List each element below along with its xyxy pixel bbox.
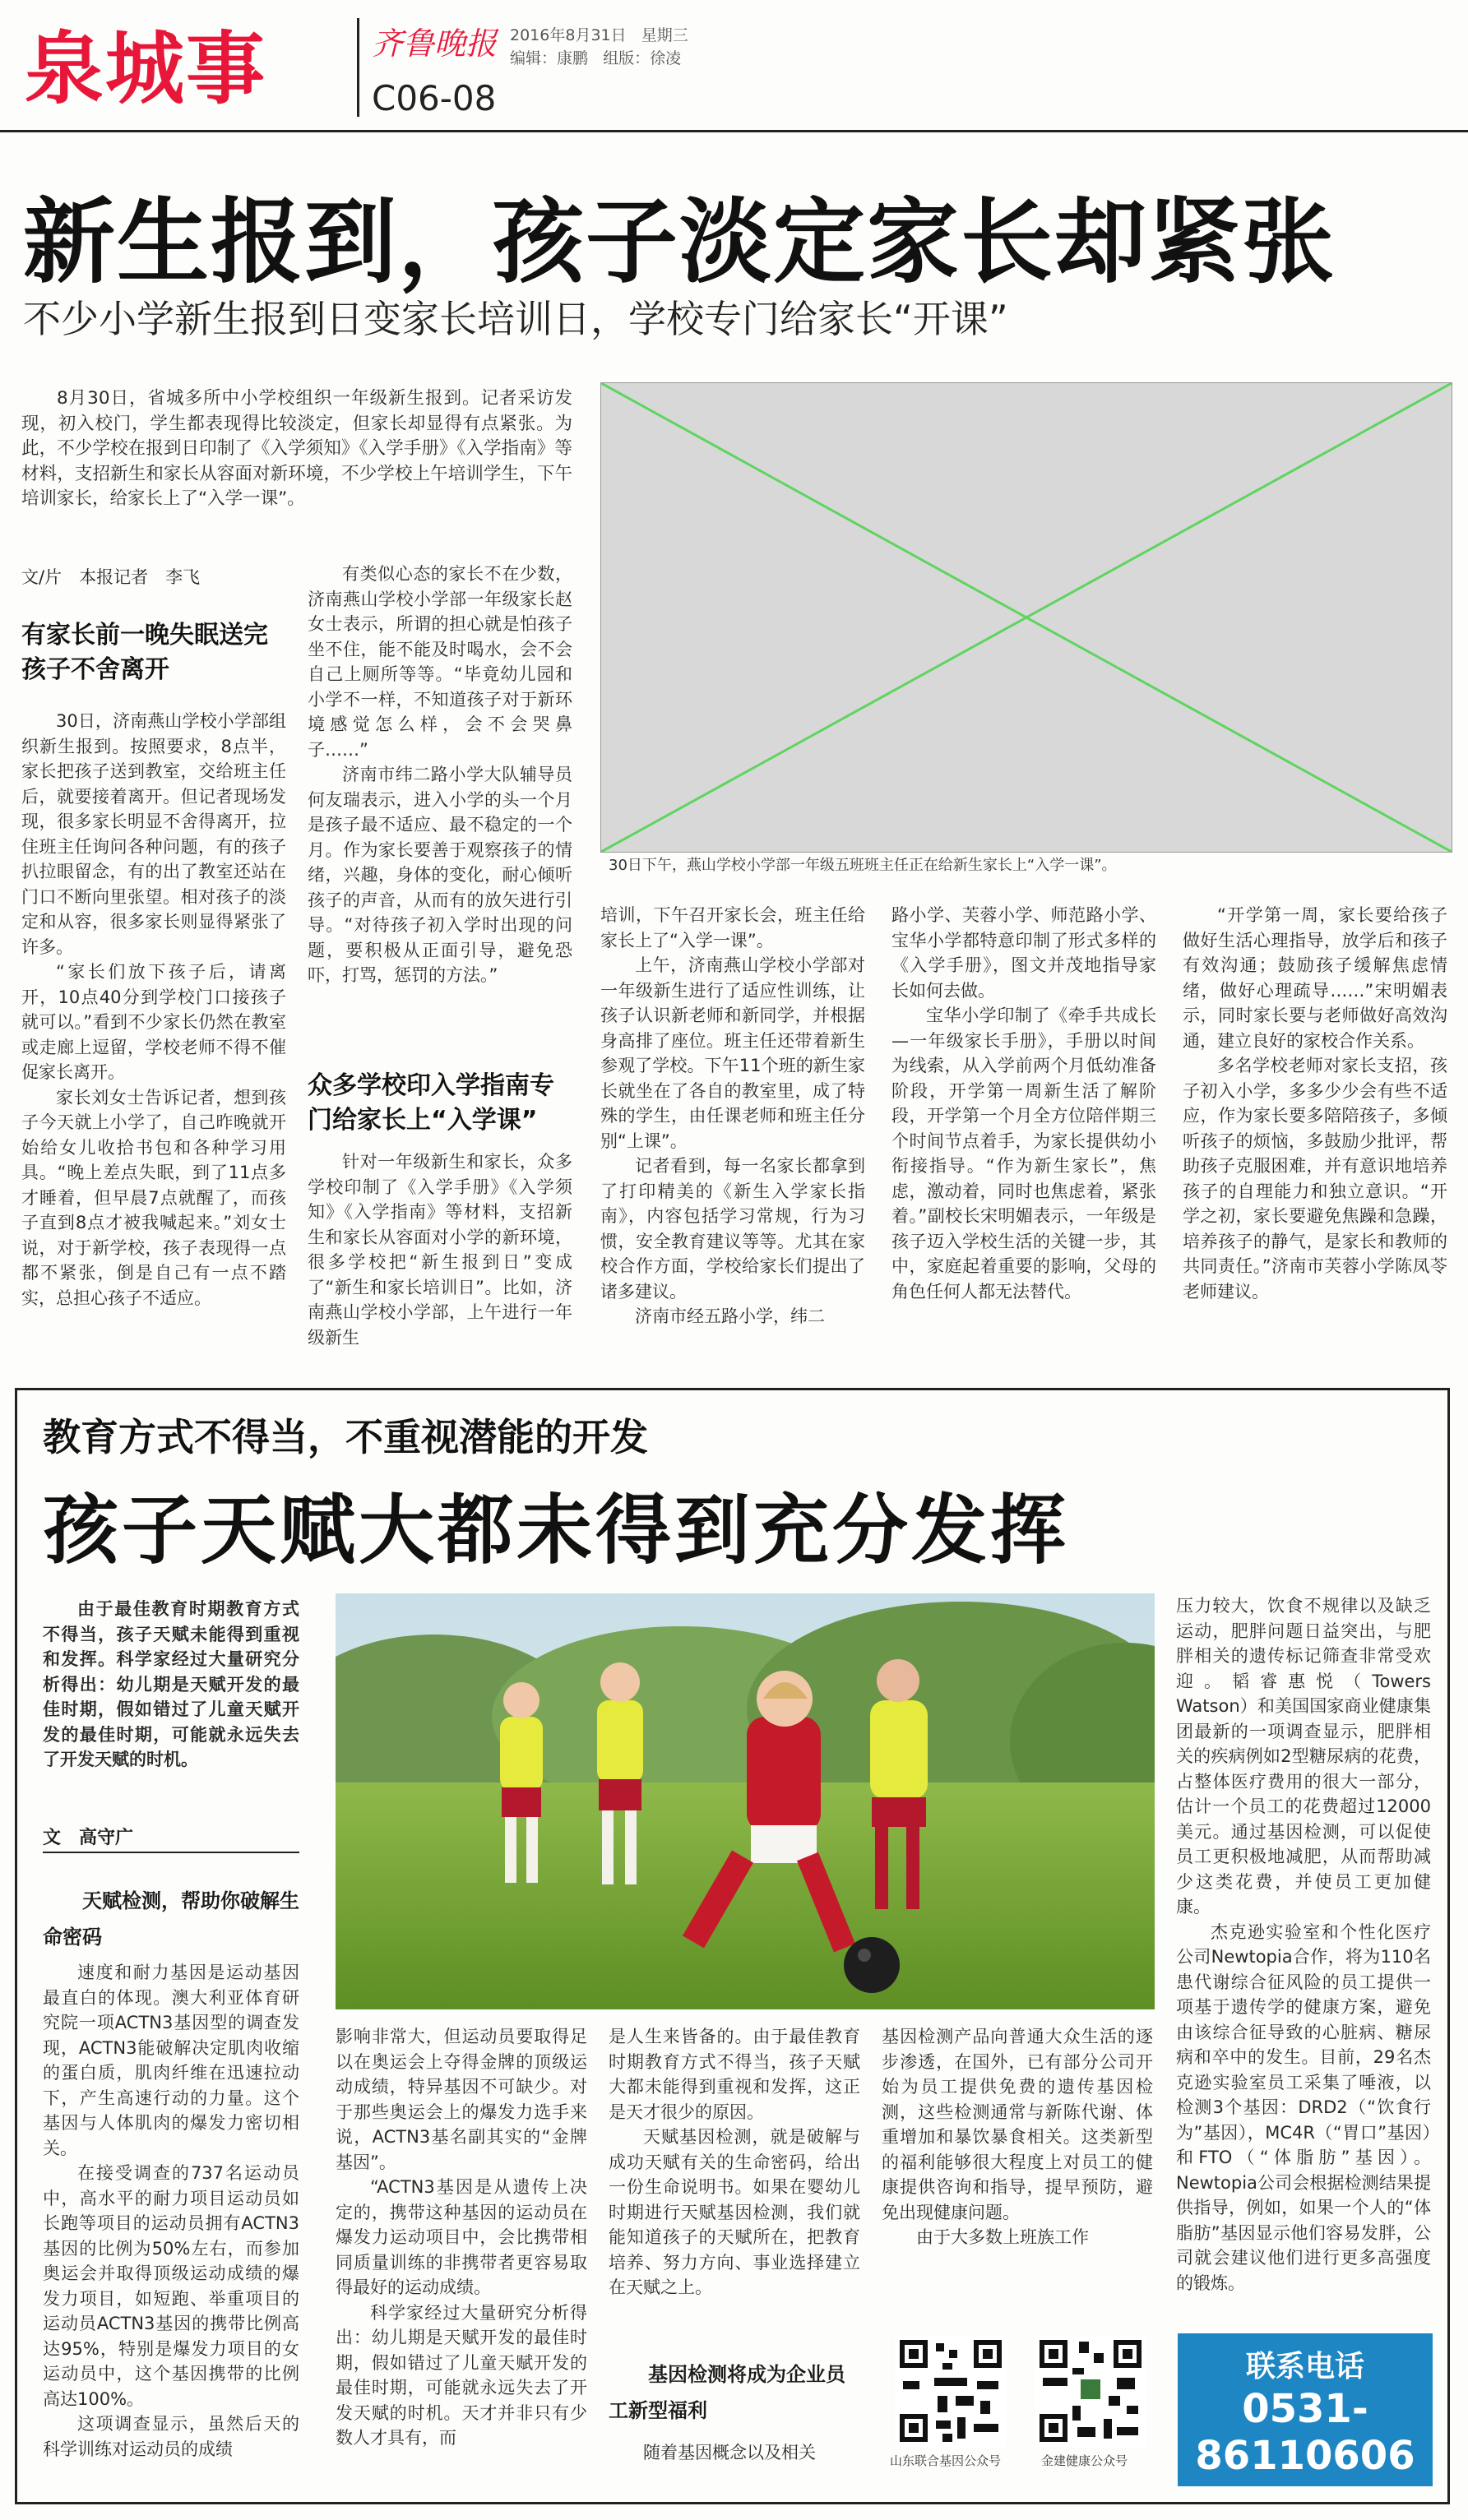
col4-paragraph: 宝华小学印制了《牵手共成长—一年级家长手册》，手册以时间为线索，从入学前两个月低幼准备阶段，开学第一周新生活了解阶段，开学第一个月全方位陪伴期三个时间节点着手，为家长提供幼小衔接指导。“作为新生家长”，焦虑，激动着，同时也焦虑着，紧张着。”副校长宋明媚表示，一年级是孩子迈入学校生活的关键一步，其中，家庭起着重要的影响，父母的角色任何人都无法替代。 xyxy=(891,1006,1156,1302)
story2-sub2 xyxy=(609,2356,860,2429)
weekday: 星期三 xyxy=(641,26,688,44)
bottom-col2b-paragraph: 随着基因概念以及相关 xyxy=(643,2443,816,2462)
story2-bottom-col2 xyxy=(609,2024,860,2300)
right-col-paragraph: 压力较大，饮食不规律以及缺乏运动，肥胖问题日益突出，与肥胖相关的遗传标记筛查非常受欢迎。韬睿惠悦（Towers Watson）和美国国家商业健康集团最新的一项调查显示，肥胖相关的疾病例如2型糖尿病的花费，占整体医疗费用的很大一部分，估计一个员工的花费超过12000美元。通过基因检测，可以促使员工更积极地减肥，从而帮助减少这类花费，并使员工更加健康。 xyxy=(1176,1596,1431,1917)
masthead xyxy=(0,0,1468,136)
col2b-paragraph: 针对一年级新生和家长，众多学校印制了《入学手册》《入学须知》《入学指南》等材料，支招新生和家长从容面对小学的新环境，很多学校把“新生报到日”变成了“新生和家长培训日”。比如，济南燕山学校小学部，上午进行一年级新生 xyxy=(308,1152,572,1348)
lead-paragraph: 8月30日，省城多所中小学校组织一年级新生报到。记者采访发现，初入校门，学生都表现得比较淡定，但家长却显得有点紧张。为此，不少学校在报到日印制了《入学须知》《入学手册》《入学指南》等材料，支招新生和家长从容面对新环境，不少学校上午培训学生，下午培训家长，给家长上了“入学一课”。 xyxy=(21,388,572,509)
contact-phone-1: 0531- xyxy=(1242,2386,1368,2432)
byline-rule xyxy=(43,1852,299,1853)
bottom-col3-paragraph: 基因检测产品向普通大众生活的逐步渗透，在国外，已有部分公司开始为员工提供免费的遗传基因检测，这些检测通常与新陈代谢、体重增加和暴饮暴食相关。这类新型的福利能够很大程度上对员工的健康提供咨询和指导，提早预防，避免出现健康问题。 xyxy=(882,2027,1153,2222)
image-placeholder-icon xyxy=(601,383,1452,852)
left-col-paragraph: 这项调查显示，虽然后天的科学训练对运动员的成绩 xyxy=(43,2414,299,2459)
bottom-col1-paragraph: “ACTN3基因是从遗传上决定的，携带这种基因的运动员在爆发力运动项目中，会比携带相同质量训练的非携带者更容易取得最好的运动成绩。 xyxy=(336,2177,587,2297)
qr-caption-1: 山东联合基因公众号 xyxy=(890,2453,1002,2468)
col3-paragraph: 济南市经五路小学，纬二 xyxy=(635,1306,825,1326)
left-col-paragraph: 速度和耐力基因是运动基因最直白的体现。澳大利亚体育研究院一项ACTN3基因型的调查发现，ACTN3能破解决定肌肉收缩的蛋白质，肌肉纤维在迅速拉动下，产生高速行动的力量。这个基因与人体肌肉的爆发力密切相关。 xyxy=(43,1963,299,2158)
side-head-2-text: 众多学校印入学指南专门给家长上“入学课” xyxy=(308,1071,554,1135)
right-col-paragraph: 杰克逊实验室和个性化医疗公司Newtopia合作，将为110名患代谢综合征风险的员工提供一项基于遗传学的健康方案，避免由该综合征导致的心脏病、糖尿病和卒中的发生。目前，29名杰克逊实验室员工采集了唾液，以检测3个基因：DRD2（“饮食行为”基因），MC4R（“胃口”基因）和FTO（“体脂肪”基因）。Newtopia公司会根据检测结果提供指导，例如，如果一个人的“体脂肪”基因显示他们容易发胖，公司就会建议他们进行更多高强度的锻炼。 xyxy=(1176,1921,1431,2293)
story1-col1 xyxy=(21,709,286,1311)
col5-paragraph: “开学第一周，家长要给孩子做好生活心理指导，放学后和孩子有效沟通；鼓励孩子缓解焦虑情绪，做好心理疏导……”宋明媚表示，同时家长要与老师做好高效沟通，建立良好的家校合作关系。 xyxy=(1183,905,1447,1051)
qr-code-icon xyxy=(1035,2335,1146,2447)
designer: 组版：徐凌 xyxy=(603,49,682,67)
story2-bottom-col1 xyxy=(336,2024,587,2451)
story1-col2b xyxy=(308,1149,572,1350)
col1-paragraph: 30日，济南燕山学校小学部组织新生报到。按照要求，8点半，家长把孩子送到教室，交给班主任后，就要接着离开。但记者现场发现，很多家长明显不舍得离开，拉住班主任询问各种问题，有的孩子扒拉眼留念，有的出了教室还站在门口不断向里张望。相对孩子的淡定和从容，很多家长则显得紧张了许多。 xyxy=(21,711,286,957)
paper-logo: 齐鲁晚报 xyxy=(372,25,498,62)
story1-col3 xyxy=(600,903,865,1329)
col2-paragraph: 有类似心态的家长不在少数，济南燕山学校小学部一年级家长赵女士表示，所谓的担心就是怕孩子坐不住，能不能及时喝水，会不会自己上厕所等等。“毕竟幼儿园和小学不一样，不知道孩子对于新环境感觉怎么样，会不会哭鼻子……” xyxy=(308,564,572,760)
story2-left-col xyxy=(43,1960,299,2462)
story2-bottom-col3 xyxy=(882,2024,1153,2250)
story1-col2a xyxy=(308,562,572,988)
col1-paragraph: 家长刘女士告诉记者，想到孩子今天就上小学了，自己昨晚就开始给女儿收拾书包和各种学习用具。“晚上差点失眠，到了11点多才睡着，但早晨7点就醒了，而孩子直到8点才被我喊起来。”刘女士说，对于新学校，孩子表现得一点都不紧张，倒是自己有一点不踏实，总担心孩子不适应。 xyxy=(21,1087,286,1308)
column-name: 泉城事 xyxy=(25,23,266,115)
qr-caption-2: 金建健康公众号 xyxy=(1041,2453,1128,2468)
masthead-rule xyxy=(0,130,1468,132)
qr-code-icon xyxy=(895,2335,1007,2447)
byline: 文/片 本报记者 李飞 xyxy=(21,567,201,587)
story2-headline: 孩子天赋大都未得到充分发挥 xyxy=(43,1487,1070,1574)
story2-lead-paragraph: 由于最佳教育时期教育方式不得当，孩子天赋未能得到重视和发挥。科学家经过大量研究分析得出：幼儿期是天赋开发的最佳时期，假如错过了儿童天赋开发的最佳时期，可能就永远失去了开发天赋的时机。 xyxy=(43,1599,299,1769)
masthead-divider xyxy=(357,18,359,117)
date: 2016年8月31日 xyxy=(510,26,627,44)
col1-paragraph: “家长们放下孩子后，请离开，10点40分到学校门口接孩子就可以。”看到不少家长仍然在教室或走廊上逗留，学校老师不得不催促家长离开。 xyxy=(21,962,286,1082)
bottom-col1-paragraph: 科学家经过大量研究分析得出：幼儿期是天赋开发的最佳时期，假如错过了儿童天赋开发的最佳时期，可能就永远失去了开发天赋的时机。天才并非只有少数人才具有，而 xyxy=(336,2302,587,2448)
col2-paragraph: 济南市纬二路小学大队辅导员何友瑞表示，进入小学的头一个月是孩子最不适应、最不稳定的一个月。作为家长要善于观察孩子的情绪，兴趣，身体的变化，耐心倾听孩子的声音，从而有的放矢进行引导。“对待孩子初入学时出现的问题，要积极从正面引导，避免恐吓，打骂，惩罚的方法。” xyxy=(308,765,572,985)
story2-lead xyxy=(43,1597,299,1773)
bottom-col3-paragraph: 由于大多数上班族工作 xyxy=(916,2227,1089,2247)
col3-paragraph: 记者看到，每一名家长都拿到了打印精美的《新生入学家长指南》，内容包括学习常规，行为习惯，安全教育建议等等。尤其在家校合作方面，学校给家长们提出了诸多建议。 xyxy=(600,1156,865,1302)
story1-col4 xyxy=(891,903,1156,1304)
contact-box xyxy=(1178,2333,1433,2486)
side-head-1 xyxy=(21,618,285,687)
masthead-editors xyxy=(510,46,681,68)
story1-photo xyxy=(600,382,1452,853)
story1-subhead: 不少小学新生报到日变家长培训日，学校专门给家长“开课” xyxy=(23,297,1008,341)
story2-right-col xyxy=(1176,1593,1431,2296)
story1-col5 xyxy=(1183,903,1447,1304)
soccer-photo xyxy=(336,1593,1155,2009)
story2-byline: 文 高守广 xyxy=(43,1828,134,1848)
page-code: C06-08 xyxy=(372,78,497,118)
soccer-photo-image xyxy=(336,1593,1155,2009)
story1-lead xyxy=(21,386,572,512)
photo-caption: 30日下午，燕山学校小学部一年级五班班主任正在给新生家长上“入学一课”。 xyxy=(609,857,1117,874)
story2-sub1 xyxy=(43,1883,299,1955)
col3-paragraph: 培训，下午召开家长会，班主任给家长上了“入学一课”。 xyxy=(600,905,865,950)
bottom-col1-paragraph: 影响非常大，但运动员要取得足以在奥运会上夺得金牌的顶级运动成绩，特异基因不可缺少。对于那些奥运会上的爆发力选手来说，ACTN3基名副其实的“金牌基因”。 xyxy=(336,2027,587,2172)
sub1-text: 天赋检测，帮助你破解生命密码 xyxy=(43,1889,299,1949)
story1-headline: 新生报到，孩子淡定家长却紧张 xyxy=(23,189,1336,296)
sub2-text: 基因检测将成为企业员工新型福利 xyxy=(609,2363,845,2422)
qr-code-graphic xyxy=(895,2335,1007,2447)
contact-phone-2: 86110606 xyxy=(1195,2433,1415,2479)
editor: 编辑：康鹏 xyxy=(510,49,589,67)
left-col-paragraph: 在接受调查的737名运动员中，高水平的耐力项目运动员如长跑等项目的运动员拥有ACTN3基因的比例为50%左右，而参加奥运会并取得顶级运动成绩的爆发力项目，如短跑、举重项目的运动员ACTN3基因的携带比例高达95%，特别是爆发力项目的女运动员中，这个基因携带的比例高达100%。 xyxy=(43,2163,299,2409)
bottom-col2-paragraph: 是人生来皆备的。由于最佳教育时期教育方式不得当，孩子天赋大都未能得到重视和发挥，这正是天才很少的原因。 xyxy=(609,2027,860,2122)
masthead-date xyxy=(510,23,688,45)
side-head-1-text: 有家长前一晚失眠送完孩子不舍离开 xyxy=(21,621,268,684)
story2-kicker: 教育方式不得当，不重视潜能的开发 xyxy=(43,1415,648,1459)
contact-label: 联系电话 xyxy=(1245,2350,1364,2384)
side-head-2 xyxy=(308,1069,572,1138)
col3-paragraph: 上午，济南燕山学校小学部对一年级新生进行了适应性训练，让孩子认识新老师和新同学，并根据身高排了座位。班主任还带着新生参观了学校。下午11个班的新生家长就坐在了各自的教室里，成了特殊的学生，由任课老师和班主任分别“上课”。 xyxy=(600,955,865,1151)
bottom-col2-paragraph: 天赋基因检测，就是破解与成功天赋有关的生命密码，给出一份生命说明书。如果在婴幼儿时期进行天赋基因检测，我们就能知道孩子的天赋所在，把教育培养、努力方向、事业选择建立在天赋之上。 xyxy=(609,2127,860,2297)
col4-paragraph: 路小学、芙蓉小学、师范路小学、宝华小学都特意印制了形式多样的《入学手册》，图文并茂地指导家长如何去做。 xyxy=(891,905,1156,1001)
col5-paragraph: 多名学校老师对家长支招，孩子初入小学，多多少少会有些不适应，作为家长要多陪陪孩子，多倾听孩子的烦恼，多鼓励少批评，帮助孩子克服困难，并有意识地培养孩子的自理能力和独立意识。“开学之初，家长要避免焦躁和急躁，培养孩子的静气，是家长和教师的共同责任。”济南市芙蓉小学陈凤苓老师建议。 xyxy=(1183,1056,1447,1302)
qr-code-graphic xyxy=(1035,2335,1146,2447)
story2-bottom-col2b xyxy=(609,2440,860,2466)
